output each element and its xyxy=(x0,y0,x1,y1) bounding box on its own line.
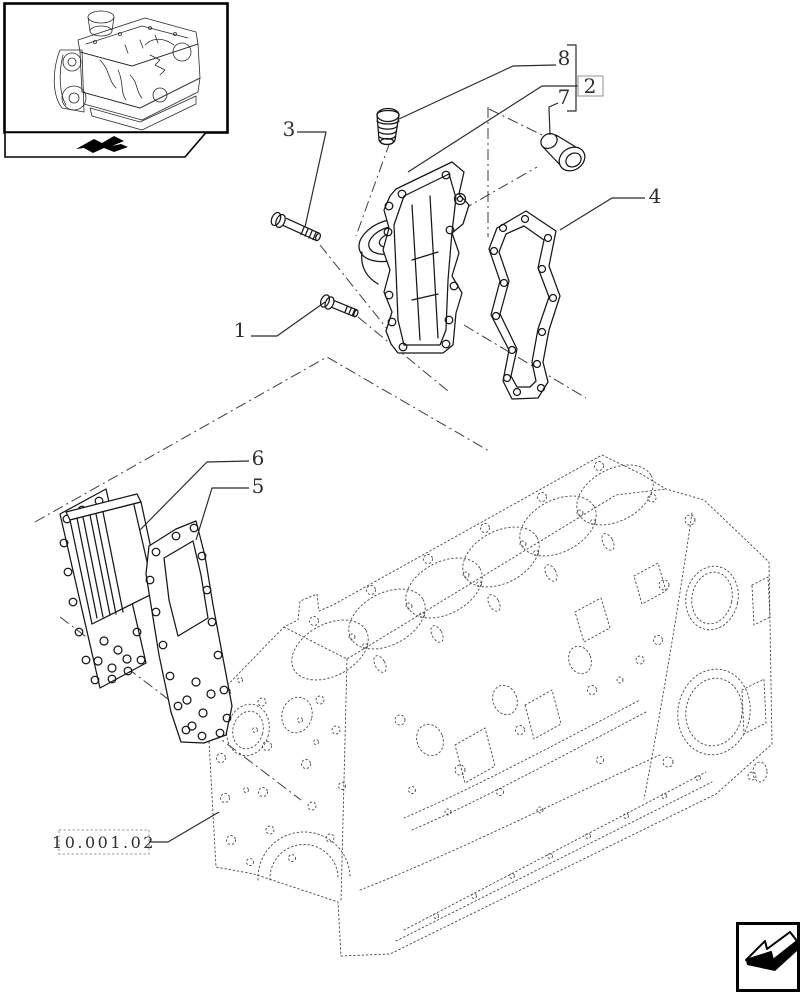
leader-line-6 xyxy=(140,461,249,530)
page-back-tab[interactable] xyxy=(5,133,206,158)
callout-2[interactable]: 2 xyxy=(583,74,597,98)
engine-block-ghost xyxy=(207,453,772,956)
callout-5[interactable]: 5 xyxy=(251,474,265,498)
callout-7[interactable]: 7 xyxy=(557,85,571,109)
leader-line-5 xyxy=(196,488,249,540)
callout-8[interactable]: 8 xyxy=(557,46,571,70)
callout-4[interactable]: 4 xyxy=(648,184,662,208)
part-cooler-gasket xyxy=(146,521,232,743)
part-bushing xyxy=(538,130,589,175)
leader-line-3 xyxy=(297,132,326,227)
section-reference-label[interactable]: 10.001.02 xyxy=(52,833,156,852)
bushing-axis-line-lower xyxy=(462,167,537,210)
leader-line-1 xyxy=(251,302,325,336)
part-bolt-short xyxy=(319,291,359,318)
engine-thumbnail[interactable] xyxy=(5,4,228,133)
reference-leader-line xyxy=(148,812,219,842)
part-plug xyxy=(377,109,399,145)
leader-line-4 xyxy=(560,198,645,230)
bushing-axis-line-upper xyxy=(489,109,544,136)
callout-6[interactable]: 6 xyxy=(251,446,265,470)
part-cover-plate xyxy=(353,162,469,353)
part-bolt-long xyxy=(269,208,321,243)
callout-1[interactable]: 1 xyxy=(233,318,247,342)
centerlines xyxy=(35,107,586,800)
part-cover-gasket xyxy=(489,211,560,399)
callout-3[interactable]: 3 xyxy=(282,117,296,141)
page-forward-button[interactable] xyxy=(738,924,799,991)
part-oil-cooler xyxy=(60,489,160,688)
